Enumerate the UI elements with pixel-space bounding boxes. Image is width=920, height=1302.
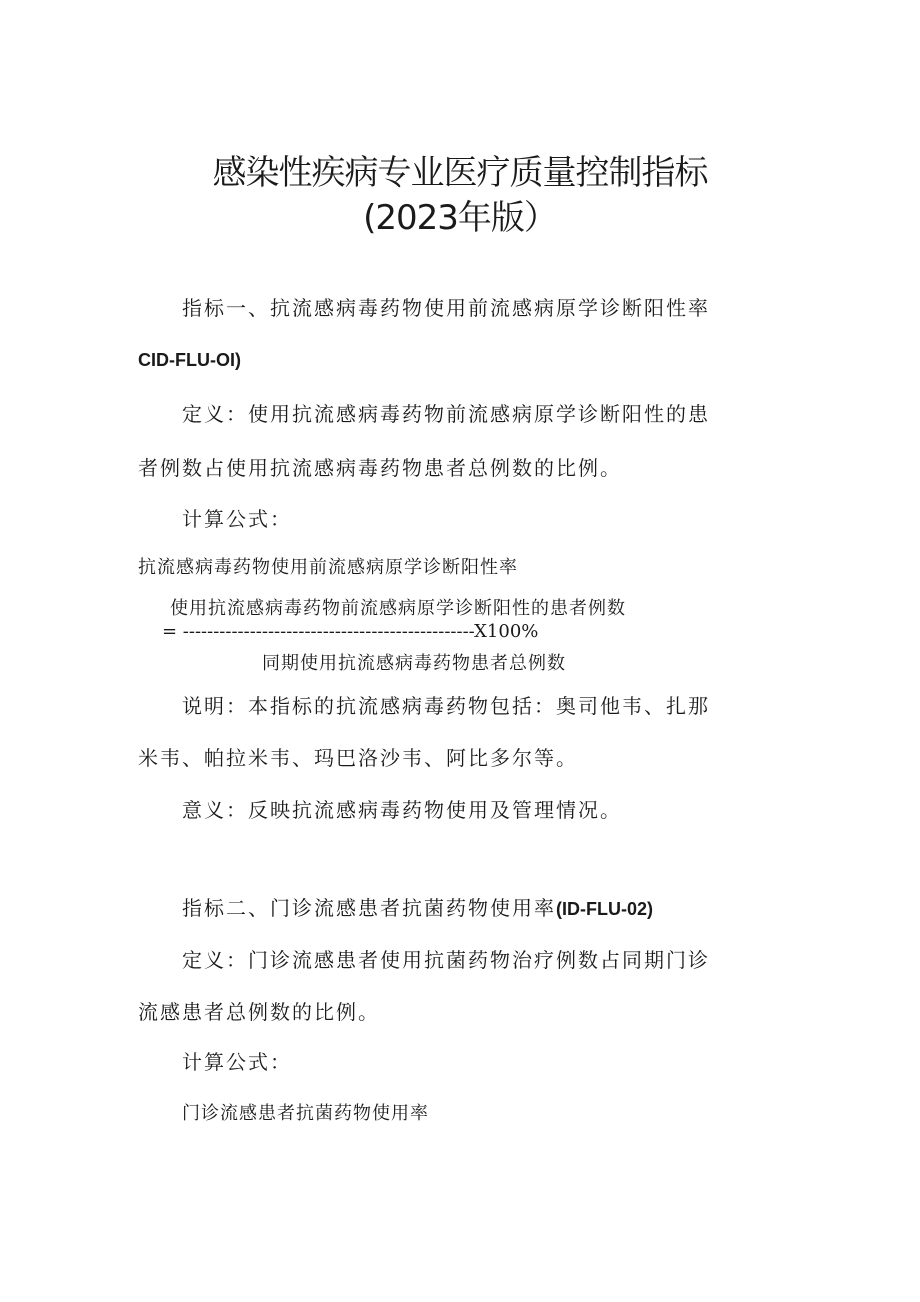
indicator-1-heading: 指标一、抗流感病毒药物使用前流感病原学诊断阳性率 (182, 296, 710, 320)
document-subtitle: (2023年版） (363, 198, 557, 238)
indicator-2-definition-line1: 定义：门诊流感患者使用抗菌药物治疗例数占同期门诊 (182, 948, 710, 972)
indicator-2-heading (182, 892, 653, 921)
indicator-1-code: CID-FLU-OI) (138, 350, 241, 370)
indicator-1-formula-numerator: 使用抗流感病毒药物前流感病原学诊断阳性的患者例数 (170, 598, 626, 619)
indicator-1-formula-name: 抗流感病毒药物使用前流感病原学诊断阳性率 (138, 557, 518, 578)
indicator-1-note-line2: 米韦、帕拉米韦、玛巴洛沙韦、阿比多尔等。 (138, 746, 578, 770)
indicator-1-formula-label: 计算公式： (182, 507, 292, 531)
indicator-1-formula-fraction-line: = ------------------------------------------------X100% (162, 621, 539, 642)
indicator-1-definition-line1: 定义：使用抗流感病毒药物前流感病原学诊断阳性的患 (182, 402, 710, 426)
indicator-1-note-line1: 说明：本指标的抗流感病毒药物包括：奥司他韦、扎那 (182, 694, 710, 718)
document-title: 感染性疾病专业医疗质量控制指标 (212, 153, 708, 193)
indicator-1-definition-line2: 者例数占使用抗流感病毒药物患者总例数的比例。 (138, 456, 622, 480)
indicator-2-definition-line2: 流感患者总例数的比例。 (138, 1000, 380, 1024)
indicator-2-formula-name: 门诊流感患者抗菌药物使用率 (182, 1103, 429, 1124)
indicator-2-formula-label: 计算公式： (182, 1050, 292, 1074)
indicator-1-formula-denominator: 同期使用抗流感病毒药物患者总例数 (262, 653, 566, 674)
indicator-1-meaning: 意义：反映抗流感病毒药物使用及管理情况。 (182, 798, 622, 822)
indicator-2-heading-text: 指标二、门诊流感患者抗菌药物使用率 (182, 896, 556, 920)
indicator-2-code: (ID-FLU-02) (556, 899, 653, 919)
